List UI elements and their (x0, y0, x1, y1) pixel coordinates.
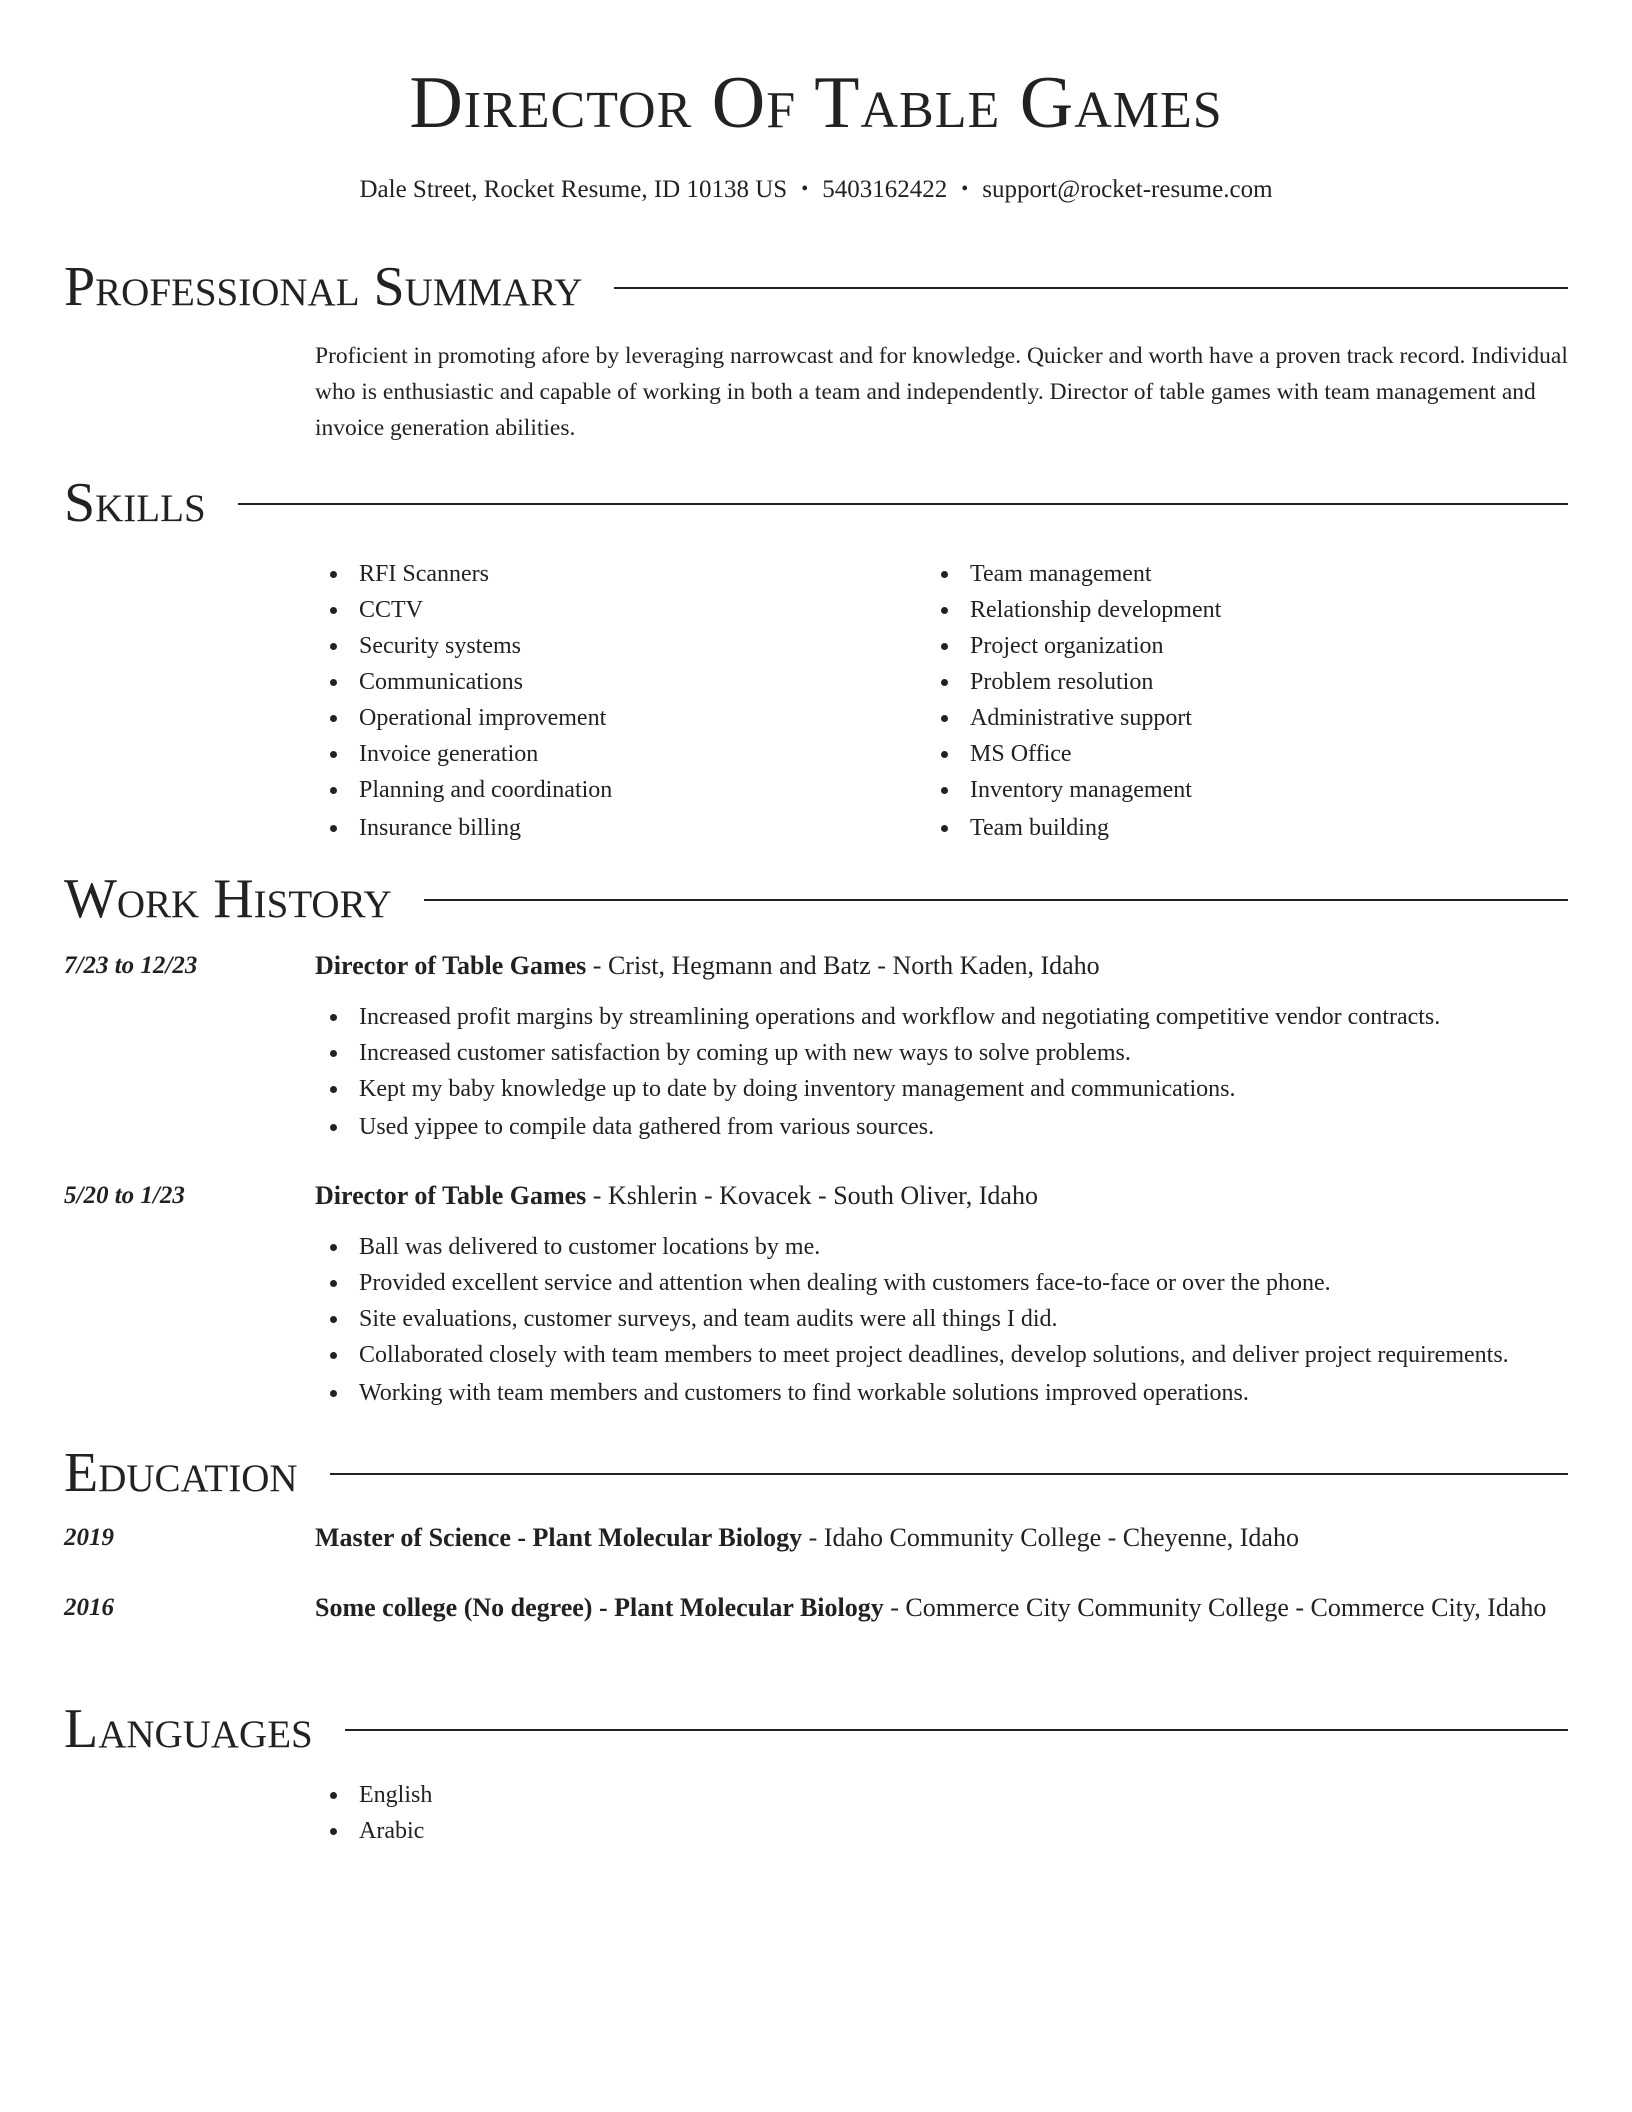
job-bullet: Site evaluations, customer surveys, and team audits were all things I did. (315, 1301, 1592, 1337)
skill-item: CCTV (315, 592, 612, 628)
job-details: - Kshlerin - Kovacek - South Oliver, Idaho (586, 1181, 1038, 1210)
job-dates: 5/20 to 1/23 (64, 1182, 185, 1209)
skill-item: Security systems (315, 628, 612, 664)
contact-separator: • (801, 178, 809, 200)
section-divider (238, 503, 1568, 505)
language-item: English (315, 1777, 432, 1813)
skill-item: Administrative support (926, 700, 1221, 736)
skill-item: Relationship development (926, 592, 1221, 628)
education-details: - Idaho Community College - Cheyenne, Idaho (802, 1523, 1299, 1552)
job-bullets (315, 1229, 1592, 1411)
education-degree: Some college (No degree) - Plant Molecular Biology (315, 1593, 884, 1622)
languages-section-header (64, 1697, 1568, 1761)
education-heading-line (315, 1588, 1568, 1628)
skill-item: Operational improvement (315, 700, 612, 736)
skill-item: MS Office (926, 736, 1221, 772)
skills-section-header (64, 471, 1568, 535)
summary-text: Proficient in promoting afore by leveraging narrowcast and for knowledge. Quicker and worth have a proven track record. Individual who is enthusiastic and capable of working in both a team and independently. Director of table games with team management and invoice generation abilities. (315, 343, 1568, 441)
language-item: Arabic (315, 1813, 432, 1849)
languages-list (315, 1777, 432, 1849)
languages-heading: Languages (64, 1698, 313, 1760)
job-bullets (315, 999, 1592, 1145)
job-dates: 7/23 to 12/23 (64, 952, 198, 979)
skill-item: Project organization (926, 628, 1221, 664)
work-heading: Work History (64, 868, 392, 930)
education-degree: Master of Science - Plant Molecular Biology (315, 1523, 803, 1552)
job-bullet: Used yippee to compile data gathered from various sources. (315, 1109, 1592, 1145)
contact-address: Dale Street, Rocket Resume, ID 10138 US (359, 176, 788, 203)
job-details: - Crist, Hegmann and Batz - North Kaden, Idaho (586, 951, 1100, 980)
skills-list-left (315, 556, 612, 846)
skills-list-right (926, 556, 1221, 846)
resume-name: Director Of Table Games (409, 62, 1223, 144)
work-section-header (64, 867, 1568, 931)
job-heading (315, 1176, 1568, 1216)
skill-item: Team building (926, 810, 1221, 846)
job-heading (315, 946, 1568, 986)
contact-separator: • (961, 178, 969, 200)
summary-heading: Professional Summary (64, 256, 583, 318)
skills-heading: Skills (64, 472, 206, 534)
contact-phone: 5403162422 (822, 176, 948, 203)
job-title: Director of Table Games (315, 1181, 587, 1210)
skill-item: Problem resolution (926, 664, 1221, 700)
job-bullet: Increased customer satisfaction by coming up with new ways to solve problems. (315, 1035, 1592, 1071)
job-bullet: Ball was delivered to customer locations by me. (315, 1229, 1592, 1265)
section-divider (345, 1729, 1568, 1731)
education-heading-line (315, 1518, 1568, 1558)
education-year: 2019 (64, 1524, 114, 1551)
section-divider (614, 287, 1568, 289)
summary-section-header (64, 255, 1568, 319)
skill-item: Inventory management (926, 772, 1221, 808)
job-title: Director of Table Games (315, 951, 587, 980)
skill-item: Invoice generation (315, 736, 612, 772)
skill-item: Team management (926, 556, 1221, 592)
education-year: 2016 (64, 1594, 114, 1621)
skill-item: Communications (315, 664, 612, 700)
job-bullet: Kept my baby knowledge up to date by doing inventory management and communications. (315, 1071, 1592, 1107)
skill-item: RFI Scanners (315, 556, 612, 592)
education-section-header (64, 1441, 1568, 1505)
skill-item: Planning and coordination (315, 772, 612, 808)
job-bullet: Provided excellent service and attention when dealing with customers face-to-face or over the phone. (315, 1265, 1592, 1301)
contact-email: support@rocket-resume.com (982, 176, 1273, 203)
section-divider (330, 1473, 1568, 1475)
contact-line (0, 172, 1632, 207)
skill-item: Insurance billing (315, 810, 612, 846)
education-heading: Education (64, 1442, 298, 1504)
section-divider (424, 899, 1568, 901)
job-bullet: Collaborated closely with team members to meet project deadlines, develop solutions, and deliver project requirements. (315, 1337, 1592, 1373)
job-bullet: Increased profit margins by streamlining operations and workflow and negotiating competitive vendor contracts. (315, 999, 1592, 1035)
job-bullet: Working with team members and customers to find workable solutions improved operations. (315, 1375, 1592, 1411)
education-details: - Commerce City Community College - Commerce City, Idaho (883, 1593, 1547, 1622)
